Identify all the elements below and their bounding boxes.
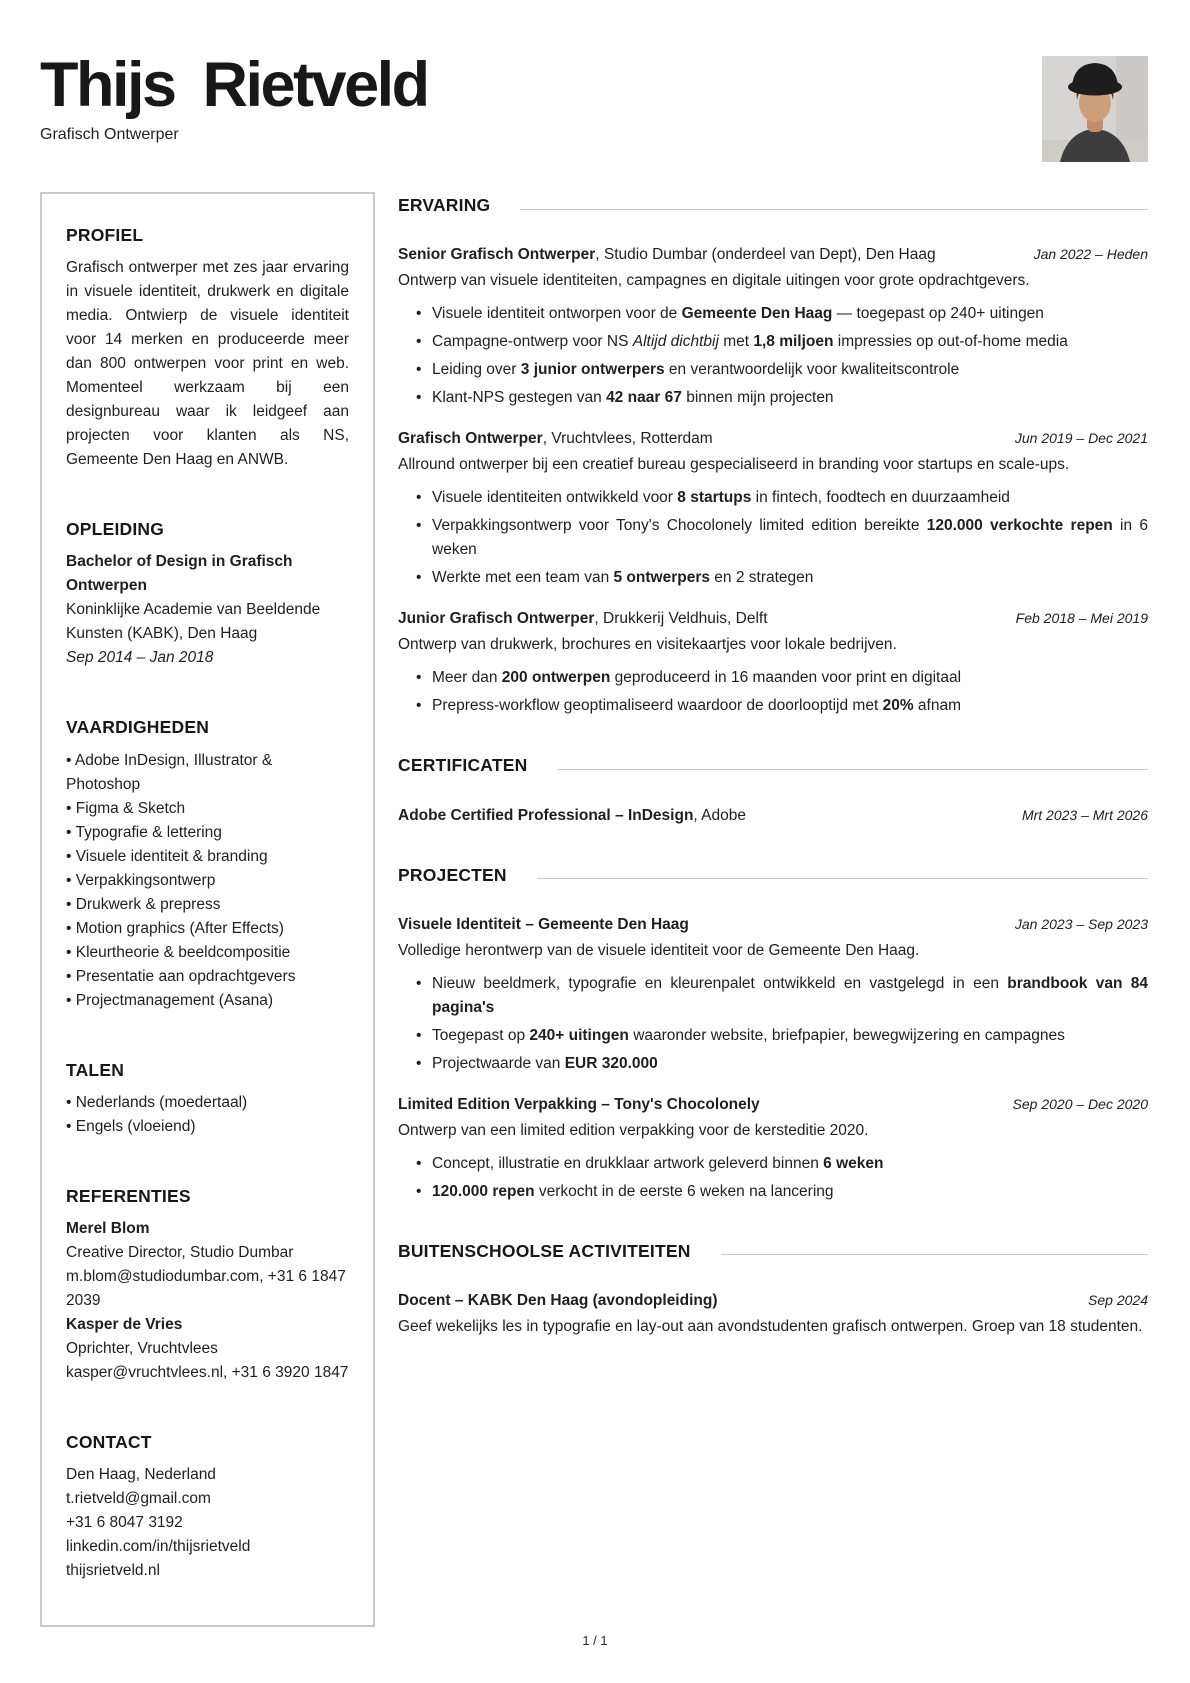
bullet-item — [416, 386, 1148, 410]
bullet-list — [398, 486, 1148, 590]
text-segment: Visuele identiteit ontworpen voor de — [432, 305, 682, 323]
contact-line: +31 6 8047 3192 — [66, 1514, 183, 1532]
education-dates: Sep 2014 – Jan 2018 — [66, 649, 214, 667]
bullet-list — [398, 972, 1148, 1076]
page-number: 1 / 1 — [582, 1632, 608, 1648]
entry — [398, 607, 1148, 718]
text-segment: Nieuw beeldmerk, typografie en kleurenpalet ontwikkeld en vastgelegd in een — [432, 974, 1008, 992]
text-segment: Altijd dichtbij — [632, 333, 719, 351]
text-segment: Klant-NPS gestegen van — [432, 389, 607, 407]
entry-date: Sep 2024 — [1088, 1291, 1148, 1308]
text-segment: met — [718, 333, 754, 351]
reference-name: Merel Blom — [66, 1220, 150, 1238]
reference-contact: kasper@vruchtvlees.nl, +31 6 3920 1847 — [66, 1364, 349, 1382]
entry-date: Jun 2019 – Dec 2021 — [1014, 430, 1148, 447]
skill-item: • Visuele identiteit & branding — [66, 847, 268, 865]
entry — [398, 427, 1148, 590]
entry-heading — [398, 913, 1148, 937]
text-segment: Volledige herontwerp van de visuele identiteit voor de Gemeente Den Haag. — [398, 941, 920, 959]
contact-line: t.rietveld@gmail.com — [66, 1490, 211, 1508]
opleiding-title: OPLEIDING — [66, 519, 165, 540]
text-segment: Meer dan — [432, 669, 502, 687]
text-segment: Gemeente Den Haag — [681, 305, 833, 323]
skill-item: • Adobe InDesign, Illustrator & Photoshop — [66, 751, 273, 793]
bullet-item — [416, 1180, 1148, 1204]
text-segment: Adobe Certified Professional – InDesign — [398, 806, 694, 824]
text-segment: Docent – KABK Den Haag (avondopleiding) — [398, 1291, 718, 1309]
bullet-list — [398, 1152, 1148, 1204]
reference-contact: m.blom@studiodumbar.com, +31 6 1847 2039 — [66, 1268, 346, 1310]
text-segment: Senior Grafisch Ontwerper — [398, 246, 596, 264]
entry-date: Sep 2020 – Dec 2020 — [1012, 1095, 1148, 1112]
text-segment: Concept, illustratie en drukklaar artwork geleverd binnen — [432, 1154, 824, 1172]
text-segment: 1,8 miljoen — [753, 333, 834, 351]
text-segment: 3 junior ontwerpers — [520, 361, 665, 379]
skill-item: • Figma & Sketch — [66, 799, 186, 817]
bullet-item — [416, 1152, 1148, 1176]
section-divider — [721, 1254, 1148, 1255]
skill-item: • Kleurtheorie & beeldcompositie — [66, 943, 291, 961]
text-segment: 8 startups — [677, 489, 752, 507]
page-footer — [0, 1631, 1190, 1651]
section-title: ERVARING — [398, 195, 491, 215]
text-segment: waaronder website, briefpapier, bewegwijzering en campagnes — [628, 1026, 1065, 1044]
main-section — [398, 752, 1148, 827]
text-segment: 200 ontwerpen — [501, 669, 611, 687]
contact-title: CONTACT — [66, 1432, 152, 1453]
text-segment: en verantwoordelijk voor kwaliteitscontrole — [664, 361, 960, 379]
entry-description — [398, 939, 1148, 963]
entry — [398, 1289, 1148, 1339]
profile-photo-image — [1042, 56, 1148, 162]
text-segment: 42 naar 67 — [606, 389, 682, 407]
entry-description — [398, 633, 1148, 657]
bullet-item — [416, 330, 1148, 354]
school-name: Koninklijke Academie van Beeldende Kunsten (KABK), Den Haag — [66, 601, 321, 643]
reference-role: Creative Director, Studio Dumbar — [66, 1244, 294, 1262]
bullet-item — [416, 486, 1148, 510]
entry-date: Feb 2018 – Mei 2019 — [1015, 610, 1148, 627]
person-job-title: Grafisch Ontwerper — [40, 126, 179, 144]
referenties-title: REFERENTIES — [66, 1185, 191, 1206]
entry-description — [398, 453, 1148, 477]
skill-item: • Projectmanagement (Asana) — [66, 991, 274, 1009]
text-segment: Junior Grafisch Ontwerper — [398, 610, 595, 628]
text-segment: afnam — [913, 697, 961, 715]
sidebar — [40, 192, 375, 1627]
vaardigheden-title: VAARDIGHEDEN — [66, 717, 210, 738]
text-segment: Ontwerp van drukwerk, brochures en visitekaartjes voor lokale bedrijven. — [398, 636, 897, 654]
header-text — [40, 52, 428, 148]
text-segment: Prepress-workflow geoptimaliseerd waardoor de doorlooptijd met — [432, 697, 883, 715]
section-divider — [557, 769, 1148, 770]
text-segment: verkocht in de eerste 6 weken na lancering — [534, 1182, 834, 1200]
text-segment: Campagne-ontwerp voor NS — [432, 333, 633, 351]
references-list — [66, 1217, 349, 1385]
text-segment: Grafisch Ontwerper — [398, 430, 543, 448]
entry — [398, 1093, 1148, 1204]
text-segment: 120.000 verkochte repen — [926, 517, 1113, 535]
entry-heading — [398, 1093, 1148, 1117]
text-segment: impressies op out-of-home media — [833, 333, 1068, 351]
section-header — [398, 1238, 1148, 1272]
language-item: • Engels (vloeiend) — [66, 1117, 196, 1135]
text-segment: Leiding over — [432, 361, 521, 379]
bullet-item — [416, 972, 1148, 1020]
text-segment: , Adobe — [693, 806, 746, 824]
entry-description — [398, 269, 1148, 293]
entry — [398, 243, 1148, 410]
bullet-item — [416, 566, 1148, 590]
text-segment: — toegepast op 240+ uitingen — [832, 305, 1044, 323]
skill-item: • Verpakkingsontwerp — [66, 871, 216, 889]
text-segment: , Vruchtvlees, Rotterdam — [542, 430, 713, 448]
section-referenties — [66, 1183, 349, 1385]
entry-description — [398, 1119, 1148, 1143]
entry-heading — [398, 607, 1148, 631]
contact-list — [66, 1463, 349, 1583]
section-divider — [520, 209, 1148, 210]
section-profiel — [66, 222, 349, 472]
profiel-title: PROFIEL — [66, 225, 144, 245]
main-column — [398, 192, 1148, 1339]
contact-line: Den Haag, Nederland — [66, 1466, 216, 1484]
entry — [398, 913, 1148, 1076]
entry-heading — [398, 243, 1148, 267]
bullet-list — [398, 666, 1148, 718]
text-segment: EUR 320.000 — [564, 1054, 658, 1072]
text-segment: Visuele identiteiten ontwikkeld voor — [432, 489, 678, 507]
text-segment: in 6 weken — [432, 517, 1148, 559]
entry-date: Jan 2023 – Sep 2023 — [1014, 915, 1148, 932]
text-segment: en 2 strategen — [709, 569, 814, 587]
skills-list — [66, 749, 349, 1013]
text-segment: Limited Edition Verpakking – Tony's Chocolonely — [398, 1095, 760, 1113]
entry-heading — [398, 1289, 1148, 1313]
section-opleiding — [66, 516, 349, 670]
main-section — [398, 192, 1148, 718]
entry — [398, 804, 1148, 828]
section-header — [398, 862, 1148, 896]
text-segment: Geef wekelijks les in typografie en lay-out aan avondstudenten grafisch ontwerpen. Groep van 18 studenten. — [398, 1317, 1143, 1335]
entry-title — [398, 1289, 1070, 1313]
reference-name: Kasper de Vries — [66, 1316, 183, 1334]
text-segment: 120.000 repen — [432, 1182, 535, 1200]
profiel-text: Grafisch ontwerper met zes jaar ervaring in visuele identiteit, drukwerk en digitale media. Ontwierp de visuele identiteit voor 14 merken en produceerde meer dan 800 ontwerpen voor print en web. Momenteel werkzaam bij een designbureau waar ik leidgeef aan projecten voor klanten als NS, Gemeente Den Haag en ANWB. — [66, 259, 349, 469]
content-columns — [40, 192, 1148, 1627]
bullet-item — [416, 694, 1148, 718]
bullet-list — [398, 302, 1148, 410]
text-segment: geproduceerd in 16 maanden voor print en digitaal — [610, 669, 962, 687]
entry-title — [398, 913, 997, 937]
section-talen — [66, 1057, 349, 1139]
entry-description — [398, 1315, 1148, 1339]
text-segment: binnen mijn projecten — [681, 389, 834, 407]
bullet-item — [416, 1024, 1148, 1048]
section-title: PROJECTEN — [398, 864, 507, 885]
entry-heading — [398, 427, 1148, 451]
section-header — [398, 192, 1148, 226]
contact-line: linkedin.com/in/thijsrietveld — [66, 1538, 251, 1556]
text-segment: Ontwerp van een limited edition verpakking voor de kersteditie 2020. — [398, 1121, 869, 1139]
entry-date: Mrt 2023 – Mrt 2026 — [1021, 806, 1148, 823]
bullet-item — [416, 514, 1148, 562]
text-segment: Visuele Identiteit – Gemeente Den Haag — [398, 915, 689, 933]
skill-item: • Motion graphics (After Effects) — [66, 919, 284, 937]
bullet-item — [416, 302, 1148, 326]
section-title: CERTIFICATEN — [398, 755, 528, 776]
section-vaardigheden — [66, 714, 349, 1012]
contact-line: thijsrietveld.nl — [66, 1562, 160, 1580]
text-segment: Verpakkingsontwerp voor Tony's Chocolonely limited edition bereikte — [432, 517, 927, 535]
bullet-item — [416, 358, 1148, 382]
main-section — [398, 1238, 1148, 1339]
text-segment: Projectwaarde van — [432, 1054, 565, 1072]
entry-title — [398, 607, 998, 631]
text-segment: Allround ontwerper bij een creatief bureau gespecialiseerd in branding voor startups en scale-ups. — [398, 456, 1070, 474]
entry-title — [398, 1093, 995, 1117]
section-header — [398, 752, 1148, 786]
text-segment: 240+ uitingen — [529, 1026, 629, 1044]
text-segment: 20% — [882, 697, 914, 715]
person-name: Thijs Rietveld — [40, 50, 428, 120]
skill-item: • Presentatie aan opdrachtgevers — [66, 967, 296, 985]
skill-item: • Drukwerk & prepress — [66, 895, 221, 913]
section-contact — [66, 1429, 349, 1583]
section-title: BUITENSCHOOLSE ACTIVITEITEN — [398, 1240, 691, 1261]
section-divider — [537, 878, 1148, 879]
text-segment: Toegepast op — [432, 1026, 530, 1044]
reference-role: Oprichter, Vruchtvlees — [66, 1340, 218, 1358]
text-segment: Werkte met een team van — [432, 569, 614, 587]
languages-list — [66, 1091, 349, 1139]
entry-title — [398, 427, 997, 451]
language-item: • Nederlands (moedertaal) — [66, 1093, 248, 1111]
text-segment: 5 ontwerpers — [613, 569, 710, 587]
entry-title — [398, 804, 1004, 828]
bullet-item — [416, 1052, 1148, 1076]
bullet-item — [416, 666, 1148, 690]
header — [40, 52, 1148, 162]
text-segment: 6 weken — [823, 1154, 884, 1172]
text-segment: brandbook van 84 pagina's — [432, 974, 1148, 1016]
degree-name: Bachelor of Design in Grafisch Ontwerpen — [66, 553, 293, 595]
text-segment: , Studio Dumbar (onderdeel van Dept), Den Haag — [595, 246, 936, 264]
text-segment: in fintech, foodtech en duurzaamheid — [751, 489, 1010, 507]
entry-heading — [398, 804, 1148, 828]
skill-item: • Typografie & lettering — [66, 823, 222, 841]
profile-photo — [1042, 56, 1148, 162]
text-segment: Ontwerp van visuele identiteiten, campagnes en digitale uitingen voor grote opdrachtgevers. — [398, 272, 1030, 290]
entry-title — [398, 243, 1016, 267]
talen-title: TALEN — [66, 1059, 125, 1080]
text-segment: , Drukkerij Veldhuis, Delft — [594, 610, 768, 628]
main-section — [398, 862, 1148, 1204]
entry-date: Jan 2022 – Heden — [1033, 246, 1148, 263]
